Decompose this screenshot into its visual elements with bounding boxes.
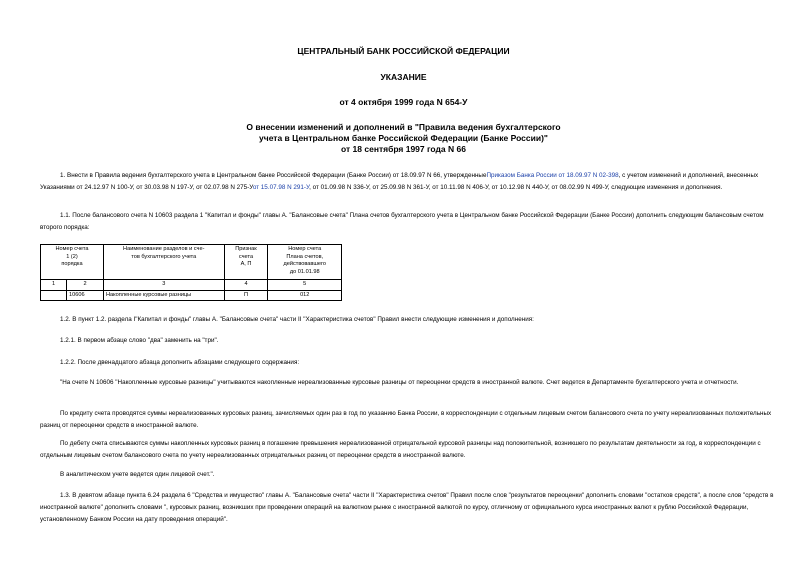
header-cell-line: до 01.01.98	[289, 268, 320, 275]
doc-title-line-2: учета в Центральном банке Российской Федерации (Банке России)"	[259, 133, 548, 143]
col-number-cell: 3	[103, 280, 224, 291]
decree-291-link[interactable]: от 15.07.98 N 291-У	[252, 184, 310, 191]
header-account-number	[41, 245, 104, 280]
header-cell-line: А, П	[240, 261, 252, 267]
table-numbering-row	[41, 280, 342, 291]
table-row	[41, 290, 342, 301]
order-link[interactable]: Приказом Банка России от 18.09.97 N 02-398	[486, 172, 619, 179]
header-cell-line: Признак	[235, 246, 257, 252]
table-cell-name: Накопленные курсовые разницы	[103, 290, 224, 301]
quote-paragraph-3: По дебету счета списываются суммы накопленных курсовых разниц в погашение превышения нереализованной отрицательной курсовой разницы над положительной, возникшего по результатам деятельности за год, в корреспонденции с отдельным лицевым счетом балансового счета по учету нереализованных отрицательных разниц от переоценки средств в иностранной валюте.	[40, 440, 761, 459]
quote-paragraph-2: По кредиту счета проводятся суммы нереализованных курсовых разниц, зачисляемых один раз в год по указанию Банка России, в корреспонденции с отдельным лицевым счетом балансового счета по учету нереализованных положительных разниц от переоценки средств в иностранной валюте.	[40, 410, 772, 429]
paragraph-1	[40, 170, 775, 194]
paragraph-1-2: 1.2. В пункт 1.2. раздела I"Капитал и фонды" главы А. "Балансовые счета" части II "Характеристика счетов" Правил внести следующие изменения и дополнения:	[60, 316, 534, 323]
table-cell-account: 10606	[67, 290, 104, 301]
header-cell-line: 1 (2)	[66, 253, 78, 260]
header-cell-line: тов бухгалтерского учета	[131, 253, 197, 260]
paragraph-1-3: 1.3. В девятом абзаце пункта 6.24 раздела 6 "Средства и имущество" главы А. "Балансовые счета" части II "Характеристика счетов" Правил после слов "результатов переоценки" дополнить словами "остатков средств", а после слов "средств в иностранной валюте" дополнить словами ", курсовых разниц, возникших при проведении операций на валютном рынке с иностранной валютой по курсу, отличному от официального курса иностранных валют к рублю Российской Федерации, установленному Банком России на дату проведения операций".	[40, 492, 774, 523]
table-header-row	[41, 245, 342, 280]
header-account-sign	[224, 245, 268, 280]
header-cell-line: счета	[238, 253, 254, 260]
table-cell-old-number: 012	[268, 290, 342, 301]
col-number-cell: 5	[268, 280, 342, 291]
header-section-name	[103, 245, 224, 280]
paragraph-1-2-1: 1.2.1. В первом абзаце слово "два" заменить на "три".	[60, 337, 219, 344]
paragraph-1-1: 1.1. После балансового счета N 10603 раздела 1 "Капитал и фонды" главы А. "Балансовые счета" Плана счетов бухгалтерского учета в Центральном банке Российской Федерации (Банке России) дополнить следующим балансовым счетом второго порядка:	[40, 212, 764, 231]
paragraph-1-part-2: , с учетом изменений и дополнений, внесенных Указаниями от 24.12.97 N 100-У, от 30.03.98 N 197-У, от 02.07.98 N 275-У	[40, 172, 759, 191]
col-number-cell: 2	[67, 280, 104, 291]
header-cell-line: порядка	[61, 261, 83, 267]
table-cell-sign: П	[224, 290, 268, 301]
doc-title-line-1: О внесении изменений и дополнений в "Правила ведения бухгалтерского	[246, 122, 561, 132]
doc-date-number: от 4 октября 1999 года N 654-У	[339, 97, 468, 107]
col-number-cell: 1	[41, 280, 67, 291]
paragraph-1-part-3: , от 01.09.98 N 336-У, от 25.09.98 N 361-У, от 10.11.98 N 406-У, от 10.12.98 N 440-У, от 08.02.99 N 499-У, следующие изменения и дополнения.	[309, 184, 723, 191]
doc-type-heading: УКАЗАНИЕ	[380, 72, 427, 82]
quote-paragraph-1: "На счете N 10606 "Накопленные курсовые разницы" учитываются накопленные нереализованные курсовые разницы от переоценки средств в иностранной валюте. Счет ведется в Департаменте бухгалтерского учета и отчетности.	[60, 379, 739, 386]
doc-title-line-3: от 18 сентября 1997 года N 66	[341, 144, 466, 154]
accounts-table	[40, 244, 342, 301]
paragraph-1-part-1: 1. Внести в Правила ведения бухгалтерского учета в Центральном банке Российской Федерации (Банке России) от 18.09.97 N 66, утвержденные	[60, 172, 487, 179]
quote-paragraph-4: В аналитическом учете ведется один лицевой счет.".	[60, 471, 215, 478]
header-cell-line: Номер счета	[288, 246, 322, 252]
header-cell-line: Плана счетов,	[286, 253, 324, 260]
header-old-plan-number	[268, 245, 342, 280]
header-cell-line: Номер счета	[55, 246, 89, 252]
header-cell-line: действовавшего	[283, 261, 326, 267]
header-cell-line: Наименование разделов и сче-	[123, 246, 205, 252]
org-heading: ЦЕНТРАЛЬНЫЙ БАНК РОССИЙСКОЙ ФЕДЕРАЦИИ	[297, 46, 510, 56]
col-number-cell: 4	[224, 280, 268, 291]
paragraph-1-2-2: 1.2.2. После двенадцатого абзаца дополнить абзацами следующего содержания:	[60, 359, 300, 366]
table-cell-empty	[41, 290, 67, 301]
